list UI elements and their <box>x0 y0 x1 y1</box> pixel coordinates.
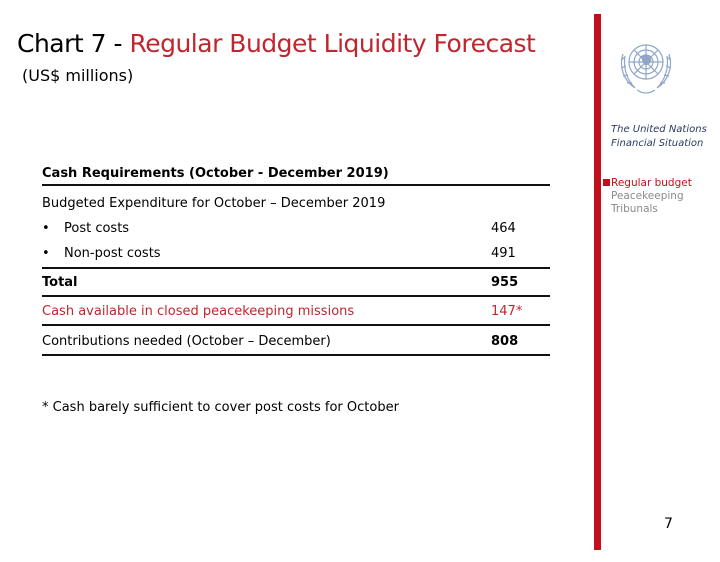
nav-item-tribunals[interactable] <box>603 203 692 216</box>
nav-item-label: Peacekeeping <box>611 190 684 202</box>
nav-item-label: Regular budget <box>611 177 692 189</box>
sidebar-title <box>611 123 719 151</box>
footnote: * Cash barely sufficient to cover post costs for October <box>42 400 399 415</box>
page-number: 7 <box>664 516 673 532</box>
row-label <box>42 246 161 261</box>
cash-available-label: Cash available in closed peacekeeping missions <box>42 304 355 319</box>
section-nav <box>603 177 692 216</box>
title-prefix: Chart 7 - <box>17 29 130 58</box>
table-divider <box>42 184 550 186</box>
nav-item-peacekeeping[interactable] <box>603 190 692 203</box>
title-main: Regular Budget Liquidity Forecast <box>129 29 536 58</box>
sidebar-title-line2: Financial Situation <box>611 138 704 149</box>
red-divider-bar <box>594 14 601 550</box>
page-subtitle: (US$ millions) <box>22 66 134 85</box>
bullet-icon: • <box>42 246 50 261</box>
table-divider <box>42 267 550 269</box>
table-divider <box>42 295 550 297</box>
table-divider <box>42 354 550 356</box>
row-label <box>42 221 129 236</box>
cash-available-value: 147* <box>491 304 523 319</box>
bullet-icon: • <box>42 221 50 236</box>
non-post-costs-value: 491 <box>491 246 516 261</box>
contributions-value: 808 <box>491 334 519 349</box>
nav-item-label: Tribunals <box>611 203 658 215</box>
post-costs-value: 464 <box>491 221 516 236</box>
page-title <box>17 28 535 60</box>
active-marker-icon <box>603 179 610 186</box>
table-divider <box>42 324 550 326</box>
nav-item-regular-budget[interactable] <box>603 177 692 190</box>
non-post-costs-label: Non-post costs <box>64 246 161 261</box>
total-value: 955 <box>491 275 519 290</box>
table-heading-label: Cash Requirements (October - December 2019) <box>42 166 389 181</box>
post-costs-label: Post costs <box>64 221 130 236</box>
section-label: Budgeted Expenditure for October – December 2019 <box>42 196 386 211</box>
contributions-label: Contributions needed (October – December) <box>42 334 331 349</box>
un-emblem-icon <box>613 32 679 100</box>
total-label: Total <box>42 275 78 290</box>
sidebar-title-line1: The United Nations <box>611 124 707 135</box>
